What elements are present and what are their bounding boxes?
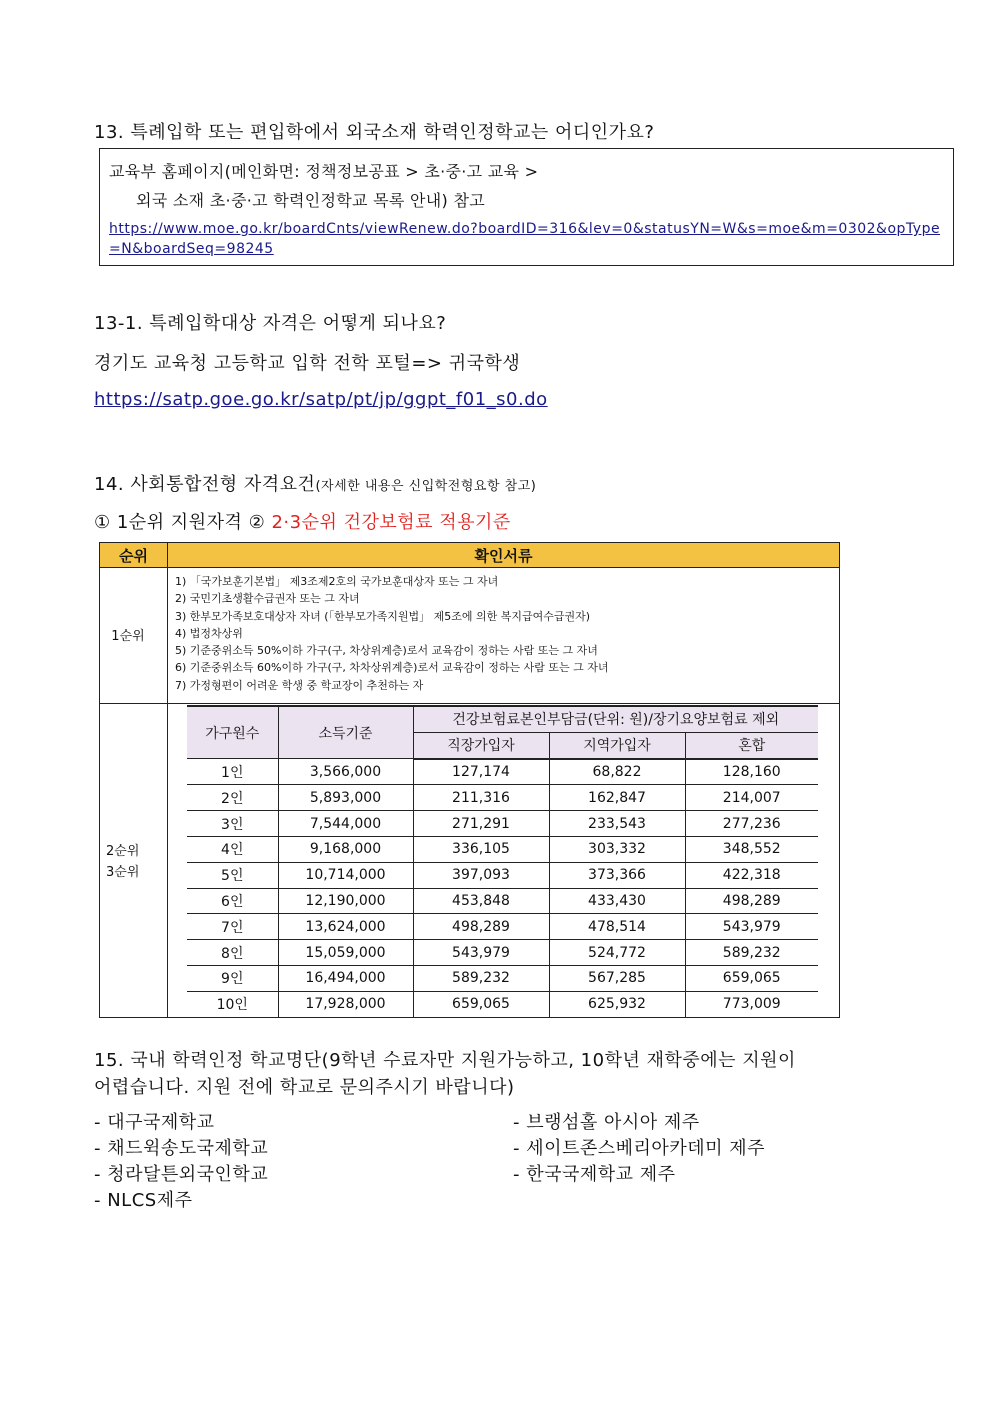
- list-item: - 브랭섬홀 아시아 제주: [513, 1112, 700, 1133]
- cell-employee: 397,093: [413, 862, 549, 888]
- cell-household: 2인: [187, 785, 278, 811]
- cell-employee: 659,065: [413, 991, 549, 1017]
- cell-mixed: 773,009: [685, 991, 818, 1017]
- q13-line2: 외국 소재 초·중·고 학력인정학교 목록 안내) 참고: [136, 191, 485, 210]
- q13-line1: 교육부 홈페이지(메인화면: 정책정보공표 > 초·중·고 교육 >: [109, 162, 539, 181]
- cell-mixed: 348,552: [685, 836, 818, 862]
- list-item: - 한국국제학교 제주: [513, 1164, 676, 1185]
- rank1-item: 4) 법정차상위: [175, 626, 243, 640]
- cell-employee: 271,291: [413, 811, 549, 837]
- cell-employee: 453,848: [413, 888, 549, 914]
- cell-regional: 303,332: [549, 836, 685, 862]
- cell-regional: 625,932: [549, 991, 685, 1017]
- cell-mixed: 422,318: [685, 862, 818, 888]
- cell-household: 8인: [187, 940, 278, 966]
- q13-moe-link[interactable]: https://www.moe.go.kr/boardCnts/viewRenew.do?boardID=316&lev=0&statusYN=W&s=moe&m=0302&opType=N&boardSeq=98245: [109, 221, 941, 257]
- rank1-label: 1순위: [111, 629, 145, 644]
- table-row: [187, 940, 818, 966]
- cell-income: 5,893,000: [278, 785, 413, 811]
- school-list-left: [94, 1110, 268, 1214]
- q13-1-satp-link[interactable]: https://satp.goe.go.kr/satp/pt/jp/ggpt_f01_s0.do: [94, 389, 548, 410]
- table-row: [187, 811, 818, 837]
- cell-regional: 162,847: [549, 785, 685, 811]
- list-item: - 세이트존스베리아카데미 제주: [513, 1138, 765, 1159]
- cell-regional: 524,772: [549, 940, 685, 966]
- q13-info-box: [99, 148, 954, 266]
- cell-regional: 373,366: [549, 862, 685, 888]
- q13-1-text: 경기도 교육청 고등학교 입학 전학 포털=> 귀국학생: [94, 353, 521, 374]
- cell-employee: 589,232: [413, 965, 549, 991]
- rank1-item: 3) 한부모가족보호대상자 자녀 (「한부모가족지원법」 제5조에 의한 복지급여수급권자): [175, 609, 591, 623]
- list-item: - 채드윅송도국제학교: [94, 1138, 269, 1159]
- cell-employee: 543,979: [413, 940, 549, 966]
- cell-mixed: 128,160: [685, 759, 818, 785]
- rank3-label: 3순위: [106, 865, 140, 880]
- cell-employee: 336,105: [413, 836, 549, 862]
- cell-regional: 567,285: [549, 965, 685, 991]
- cell-household: 10인: [187, 991, 278, 1017]
- rank1-item: 2) 국민기초생활수급권자 또는 그 자녀: [175, 592, 360, 606]
- cell-mixed: 498,289: [685, 888, 818, 914]
- q14-heading-note: (자세한 내용은 신입학전형요항 참고): [315, 479, 537, 494]
- table-row: [187, 914, 818, 940]
- cell-mixed: 214,007: [685, 785, 818, 811]
- header-documents: 확인서류: [474, 547, 533, 565]
- cell-household: 5인: [187, 862, 278, 888]
- table-row: [187, 965, 818, 991]
- cell-income: 17,928,000: [278, 991, 413, 1017]
- cell-household: 9인: [187, 965, 278, 991]
- rank1-item: 7) 가정형편이 어려운 학생 중 학교장이 추천하는 자: [175, 678, 424, 692]
- qualification-table: [99, 542, 840, 1018]
- table-row: [187, 862, 818, 888]
- cell-income: 16,494,000: [278, 965, 413, 991]
- cell-household: 4인: [187, 836, 278, 862]
- table-row: [187, 991, 818, 1017]
- rank1-item: 5) 기준중위소득 50%이하 가구(구, 차상위계층)로서 교육감이 정하는 사람 또는 그 자녀: [175, 644, 598, 658]
- cell-mixed: 589,232: [685, 940, 818, 966]
- list-item: - 대구국제학교: [94, 1112, 215, 1133]
- col-income: 소득기준: [278, 706, 413, 759]
- cell-mixed: 543,979: [685, 914, 818, 940]
- cell-mixed: 277,236: [685, 811, 818, 837]
- rank1-requirements: [175, 573, 608, 694]
- q13-1-heading: 13-1. 특례입학대상 자격은 어떻게 되나요?: [94, 313, 447, 334]
- col-employee: 직장가입자: [413, 732, 549, 758]
- table-row: [187, 888, 818, 914]
- cell-regional: 433,430: [549, 888, 685, 914]
- rank2-label: 2순위: [106, 844, 140, 859]
- q15-heading-line2: 어렵습니다. 지원 전에 학교로 문의주시기 바랍니다): [94, 1077, 515, 1098]
- table-row: [187, 785, 818, 811]
- cell-income: 9,168,000: [278, 836, 413, 862]
- col-regional: 지역가입자: [549, 732, 685, 758]
- rank1-item: 6) 기준중위소득 60%이하 가구(구, 차차상위계층)로서 교육감이 정하는 사람 또는 그 자녀: [175, 661, 609, 675]
- list-item: - NLCS제주: [94, 1190, 193, 1211]
- school-list-right: [513, 1110, 765, 1188]
- cell-employee: 127,174: [413, 759, 549, 785]
- cell-income: 15,059,000: [278, 940, 413, 966]
- cell-household: 7인: [187, 914, 278, 940]
- col-mixed: 혼합: [685, 732, 818, 758]
- cell-employee: 211,316: [413, 785, 549, 811]
- q13-heading: 13. 특례입학 또는 편입학에서 외국소재 학력인정학교는 어디인가요?: [94, 122, 655, 143]
- list-item: - 청라달튼외국인학교: [94, 1164, 269, 1185]
- cell-regional: 68,822: [549, 759, 685, 785]
- insurance-table: [187, 705, 818, 1018]
- table-row: [187, 759, 818, 785]
- cell-income: 10,714,000: [278, 862, 413, 888]
- col-household: 가구원수: [187, 706, 278, 759]
- q14-sub-part2: 2·3순위 건강보험료 적용기준: [271, 512, 511, 533]
- cell-regional: 478,514: [549, 914, 685, 940]
- rank23-label: [106, 841, 139, 883]
- header-rank: 순위: [119, 547, 148, 565]
- col-premium: 건강보험료본인부담금(단위: 원)/장기요양보험료 제외: [413, 706, 818, 732]
- rank1-item: 1) 「국가보훈기본법」 제3조제2호의 국가보훈대상자 또는 그 자녀: [175, 575, 499, 588]
- q14-heading: [94, 470, 536, 496]
- cell-household: 3인: [187, 811, 278, 837]
- cell-income: 3,566,000: [278, 759, 413, 785]
- cell-employee: 498,289: [413, 914, 549, 940]
- cell-regional: 233,543: [549, 811, 685, 837]
- cell-household: 1인: [187, 759, 278, 785]
- cell-household: 6인: [187, 888, 278, 914]
- cell-mixed: 659,065: [685, 965, 818, 991]
- q14-subheading: [94, 508, 511, 534]
- q14-sub-part1: ① 1순위 지원자격 ②: [94, 512, 266, 533]
- cell-income: 12,190,000: [278, 888, 413, 914]
- q15-heading-line1: 15. 국내 학력인정 학교명단(9학년 수료자만 지원가능하고, 10학년 재학중에는 지원이: [94, 1050, 796, 1071]
- cell-income: 13,624,000: [278, 914, 413, 940]
- table-row: [187, 836, 818, 862]
- cell-income: 7,544,000: [278, 811, 413, 837]
- q14-heading-text: 14. 사회통합전형 자격요건: [94, 474, 316, 495]
